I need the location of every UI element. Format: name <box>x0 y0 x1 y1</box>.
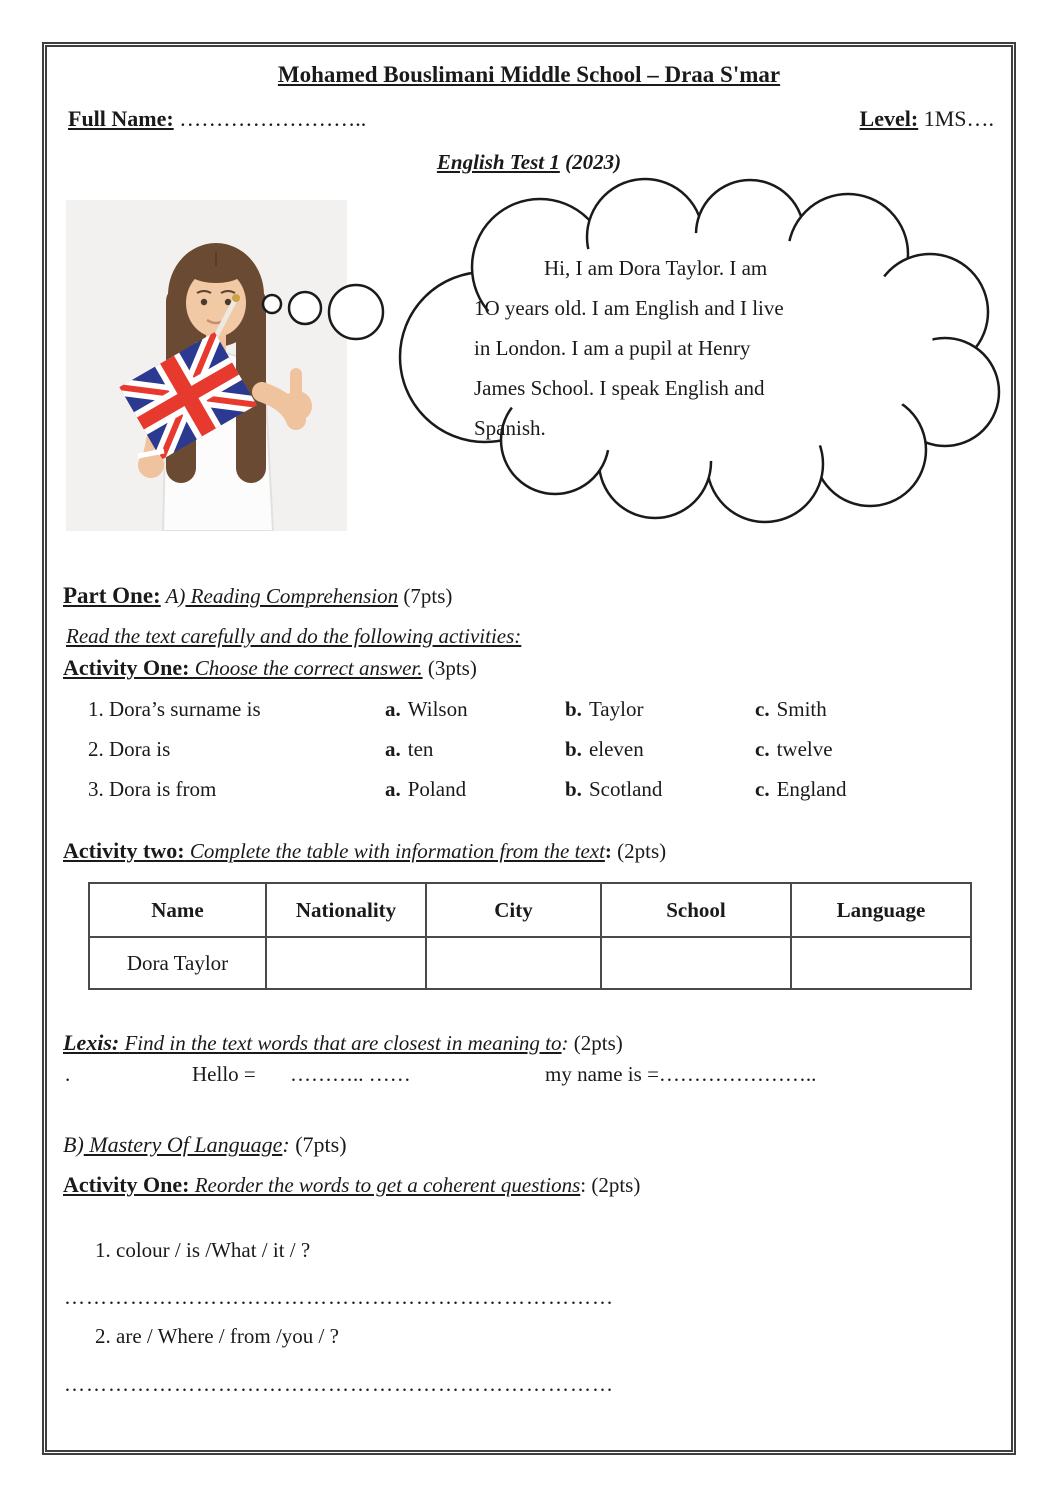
lexis-answer-line <box>0 1062 1058 1092</box>
level-value: 1MS…. <box>918 106 994 131</box>
activity-two-title: Complete the table with information from the text <box>184 839 605 863</box>
activity-one-title: Choose the correct answer. <box>189 656 423 680</box>
hello-answer-blank: ……….. …… <box>290 1062 411 1086</box>
reading-text-line: in London. I am a pupil at Henry <box>474 336 751 360</box>
hello-label: Hello = <box>192 1062 256 1086</box>
option-a: a. ten <box>385 737 434 761</box>
activity-one-label: Activity One: <box>63 655 190 680</box>
test-year: (2023) <box>559 150 622 174</box>
activity-two-points: (2pts) <box>611 839 667 863</box>
reorder-question-1: 1. colour / is /What / it / ? <box>95 1238 311 1262</box>
reading-instruction: Read the text carefully and do the following activities: <box>66 624 522 648</box>
mcq-questions <box>88 697 988 817</box>
activity-one-points: (3pts) <box>422 656 477 680</box>
full-name-field <box>68 106 366 132</box>
section-points: (7pts) <box>398 584 453 608</box>
part-b-prefix: B) <box>63 1132 84 1157</box>
col-header-nationality: Nationality <box>266 883 426 937</box>
section-prefix: A) <box>160 584 186 608</box>
mcq-question-2 <box>88 737 988 777</box>
level-label: Level: <box>859 106 919 131</box>
option-c: c. twelve <box>755 737 833 761</box>
table-row <box>89 937 971 989</box>
thought-bubble-dots <box>250 270 400 350</box>
cell-name: Dora Taylor <box>89 937 266 989</box>
part-b-activity-title: Reorder the words to get a coherent questions <box>189 1173 581 1197</box>
myname-answer-blank: my name is =………………….. <box>545 1062 817 1086</box>
activity-two-label: Activity two: <box>63 838 185 863</box>
option-c: c. Smith <box>755 697 827 721</box>
girl-with-uk-flag-photo <box>66 200 347 531</box>
cell-school <box>601 937 791 989</box>
part-b-heading: B) Mastery Of Language: (7pts) <box>63 1132 347 1157</box>
part-b-activity-points: (2pts) <box>586 1173 641 1197</box>
lexis-title: Find in the text words that are closest in meaning to <box>119 1031 562 1055</box>
mcq-question-1 <box>88 697 988 737</box>
level-field <box>860 106 994 132</box>
mcq-question-3 <box>88 777 988 817</box>
cell-language <box>791 937 971 989</box>
reading-text <box>474 248 874 448</box>
option-c: c. England <box>755 777 847 801</box>
lexis-heading: Lexis: Find in the text words that are closest in meaning to: (2pts) <box>63 1030 623 1055</box>
activity-one-heading <box>63 655 477 681</box>
question-stem: 2. Dora is <box>88 737 171 761</box>
activity-two-heading: Activity two: Complete the table with information from the text: (2pts) <box>63 838 667 863</box>
lexis-label: Lexis: <box>63 1030 120 1055</box>
col-header-school: School <box>601 883 791 937</box>
part-one-heading <box>63 583 452 609</box>
col-header-language: Language <box>791 883 971 937</box>
option-b: b. Scotland <box>565 777 663 801</box>
col-header-name: Name <box>89 883 266 937</box>
info-table <box>88 882 972 990</box>
section-title: Reading Comprehension <box>185 584 399 608</box>
part-b-activity-one-heading: Activity One: Reorder the words to get a coherent questions: (2pts) <box>63 1172 641 1197</box>
col-header-city: City <box>426 883 601 937</box>
full-name-blank: …………………….. <box>173 106 367 131</box>
option-b: b. Taylor <box>565 697 644 721</box>
reading-text-line: 1O years old. I am English and I live <box>474 296 784 320</box>
part-b-activity-label: Activity One: <box>63 1172 190 1197</box>
part-b-points: (7pts) <box>289 1132 347 1157</box>
option-b: b. eleven <box>565 737 644 761</box>
question-stem: 3. Dora is from <box>88 777 217 801</box>
part-one-label: Part One: <box>63 583 161 608</box>
school-header <box>42 62 1016 88</box>
option-a: a. Poland <box>385 777 467 801</box>
table-header-row <box>89 883 971 937</box>
reading-text-line: James School. I speak English and <box>474 376 765 400</box>
part-b-title: Mastery Of Language <box>83 1132 283 1157</box>
reading-text-line: Spanish. <box>474 416 546 440</box>
answer-blank-2: ………………………………………………………………… <box>64 1372 614 1396</box>
thumb <box>290 368 302 400</box>
school-title: Mohamed Bouslimani Middle School – Draa S'mar <box>277 62 781 87</box>
cell-nationality <box>266 937 426 989</box>
question-stem: 1. Dora’s surname is <box>88 697 261 721</box>
cell-city <box>426 937 601 989</box>
full-name-label: Full Name: <box>68 106 174 131</box>
leading-dot: . <box>65 1062 71 1086</box>
test-title: English Test 1 <box>436 150 560 174</box>
reorder-question-2: 2. are / Where / from /you / ? <box>95 1324 339 1348</box>
reading-text-line: Hi, I am Dora Taylor. I am <box>544 256 768 280</box>
lexis-points: (2pts) <box>568 1031 623 1055</box>
option-a: a. Wilson <box>385 697 468 721</box>
name-level-row <box>68 106 994 132</box>
answer-blank-1: ………………………………………………………………… <box>64 1285 614 1309</box>
